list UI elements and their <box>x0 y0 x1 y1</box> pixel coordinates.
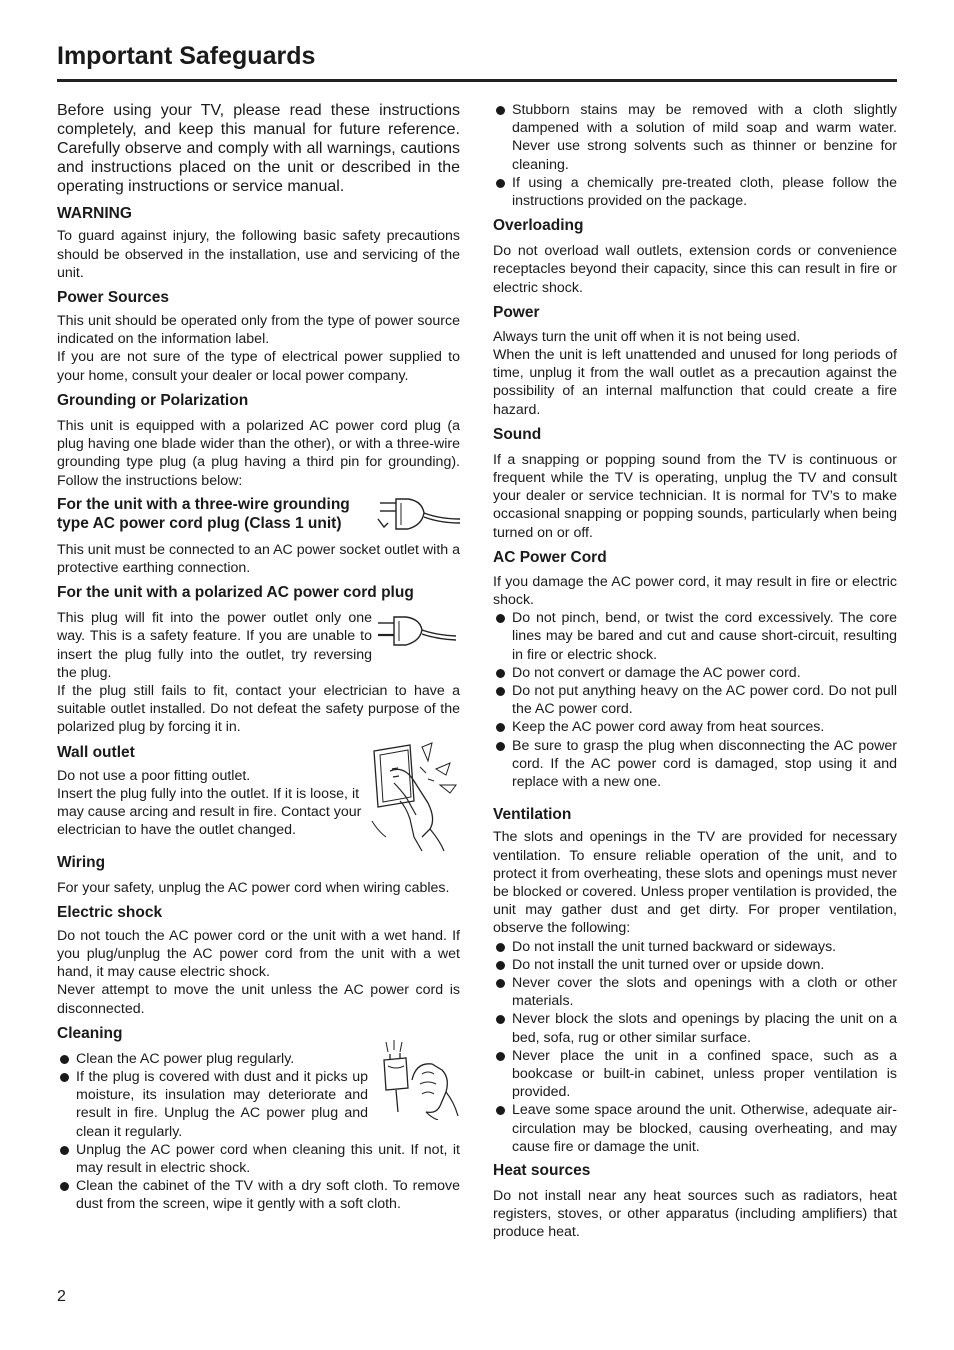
cleaning-heading: Cleaning <box>57 1024 123 1042</box>
heat-sources-heading: Heat sources <box>493 1161 591 1179</box>
list-item: Clean the AC power plug regularly. <box>57 1050 460 1068</box>
heat-sources-text: Do not install near any heat sources such as radiators, heat registers, stoves, or other apparatus (including amplifiers) that produce heat. <box>493 1187 897 1241</box>
wiring-text: For your safety, unplug the AC power cord when wiring cables. <box>57 879 450 896</box>
wiring-heading: Wiring <box>57 853 106 871</box>
page-number: 2 <box>57 1288 66 1305</box>
ac-power-cord-heading: AC Power Cord <box>493 548 607 566</box>
grounding-text: This unit is equipped with a polarized AC power cord plug (a plug having one blade wider than the other), or with a three-wire grounding type plug (a plug having a third pin for grounding). Follow the instructions below: <box>57 417 460 489</box>
three-wire-plug-illustration <box>376 497 460 533</box>
warning-heading: WARNING <box>57 205 132 223</box>
power-sources-text: This unit should be operated only from the type of power source indicated on the information label. <box>57 313 460 348</box>
list-item: Do not convert or damage the AC power cord. <box>493 664 897 682</box>
power-sources-text: If you are not sure of the type of electrical power supplied to your home, consult your dealer or local power company. <box>57 349 460 384</box>
left-column <box>57 101 460 1214</box>
list-item: If using a chemically pre-treated cloth, please follow the instructions provided on the package. <box>493 174 897 210</box>
polarized-plug-illustration <box>376 615 460 649</box>
list-item: Do not install the unit turned over or upside down. <box>493 956 897 974</box>
three-wire-heading: For the unit with a three-wire grounding type AC power cord plug (Class 1 unit) <box>57 495 350 532</box>
page-title: Important Safeguards <box>57 42 316 70</box>
list-item: Stubborn stains may be removed with a cloth slightly dampened with a solution of mild soap and warm water. Never use strong solvents such as thinner or benzine for cleaning. <box>493 101 897 174</box>
warning-text: To guard against injury, the following basic safety precautions should be observed in the installation, use and servicing of the unit. <box>57 228 460 281</box>
list-item: Unplug the AC power cord when cleaning this unit. If not, it may result in electric shock. <box>57 1141 460 1177</box>
ac-power-cord-text: If you damage the AC power cord, it may result in fire or electric shock. <box>493 573 897 609</box>
electric-shock-text: Never attempt to move the unit unless the AC power cord is disconnected. <box>57 982 460 1017</box>
list-item: Do not install the unit turned backward or sideways. <box>493 938 897 956</box>
list-item: Do not put anything heavy on the AC power cord. Do not pull the AC power cord. <box>493 682 897 718</box>
polarized-text: If the plug still fails to fit, contact your electrician to have a suitable outlet installed. Do not defeat the safety purpose of the polarized plug by forcing it in. <box>57 682 460 736</box>
wall-outlet-heading: Wall outlet <box>57 743 135 761</box>
right-column <box>493 101 897 1242</box>
list-item: Clean the cabinet of the TV with a dry soft cloth. To remove dust from the screen, wipe it gently with a soft cloth. <box>57 1177 460 1213</box>
cleaning-list <box>57 1050 460 1214</box>
list-item: Never place the unit in a confined space, such as a bookcase or built-in cabinet, unless proper ventilation is provided. <box>493 1047 897 1102</box>
overloading-text: Do not overload wall outlets, extension cords or convenience receptacles beyond their capacity, since this can result in fire or electric shock. <box>493 243 897 296</box>
intro-paragraph: Before using your TV, please read these instructions completely, and keep this manual for future reference. Carefully observe and comply with all warnings, cautions and instructions placed on the unit or described in the operating instructions or service manual. <box>57 102 460 196</box>
electric-shock-heading: Electric shock <box>57 903 163 921</box>
wall-outlet-text: Do not use a poor fitting outlet. <box>57 767 251 784</box>
stain-list <box>493 101 897 210</box>
polarized-text: This plug will fit into the power outlet only one way. This is a safety feature. If you are unable to insert the plug fully into the outlet, try reversing the plug. <box>57 610 372 681</box>
list-item: If the plug is covered with dust and it picks up moisture, its insulation may deteriorate and result in fire. Unplug the AC power plug and clean it regularly. <box>57 1068 460 1141</box>
grounding-heading: Grounding or Polarization <box>57 391 249 409</box>
list-item: Do not pinch, bend, or twist the cord excessively. The core lines may be bared and cut and cause short-circuit, resulting in fire or electric shock. <box>493 609 897 664</box>
list-item: Never block the slots and openings by placing the unit on a bed, sofa, rug or other similar surface. <box>493 1010 897 1046</box>
power-text: Always turn the unit off when it is not being used. <box>493 328 801 345</box>
list-item: Keep the AC power cord away from heat sources. <box>493 718 897 736</box>
wall-outlet-illustration <box>370 741 460 853</box>
power-sources-heading: Power Sources <box>57 289 169 307</box>
ventilation-list <box>493 938 897 1156</box>
overloading-heading: Overloading <box>493 217 584 235</box>
sound-text: If a snapping or popping sound from the TV is continuous or frequent while the TV is operating, unplug the TV and consult your dealer or service technician. It is normal for TV’s to make occasional snapping or popping sounds, particularly when being turned on or off. <box>493 451 897 541</box>
sound-heading: Sound <box>493 425 542 443</box>
ventilation-heading: Ventilation <box>493 806 572 824</box>
power-text: When the unit is left unattended and unused for long periods of time, unplug it from the wall outlet as a precaution against the possibility of an internal malfunction that could create a fire hazard. <box>493 347 897 418</box>
ac-power-cord-list <box>493 609 897 791</box>
wall-outlet-text: Insert the plug fully into the outlet. If it is loose, it may cause arcing and result in fire. Contact your electrician to have the outlet changed. <box>57 785 362 839</box>
list-item: Never cover the slots and openings with a cloth or other materials. <box>493 974 897 1010</box>
list-item: Be sure to grasp the plug when disconnecting the AC power cord. If the AC power cord is damaged, stop using it and replace with a new one. <box>493 737 897 792</box>
electric-shock-text: Do not touch the AC power cord or the unit with a wet hand. If you plug/unplug the AC power cord from the unit with a wet hand, it may cause electric shock. <box>57 927 460 981</box>
polarized-heading: For the unit with a polarized AC power cord plug <box>57 584 414 602</box>
power-heading: Power <box>493 303 540 321</box>
three-wire-text: This unit must be connected to an AC power socket outlet with a protective earthing connection. <box>57 541 460 576</box>
list-item: Leave some space around the unit. Otherwise, adequate air-circulation may be blocked, causing overheating, and may cause fire or damage the unit. <box>493 1101 897 1156</box>
ventilation-text: The slots and openings in the TV are provided for necessary ventilation. To ensure reliable operation of the unit, and to protect it from overheating, these slots and openings must never be blocked or covered. Unless proper ventilation is provided, the unit may gather dust and get dirty. For proper ventilation, observe the following: <box>493 829 897 937</box>
title-divider <box>57 79 897 82</box>
